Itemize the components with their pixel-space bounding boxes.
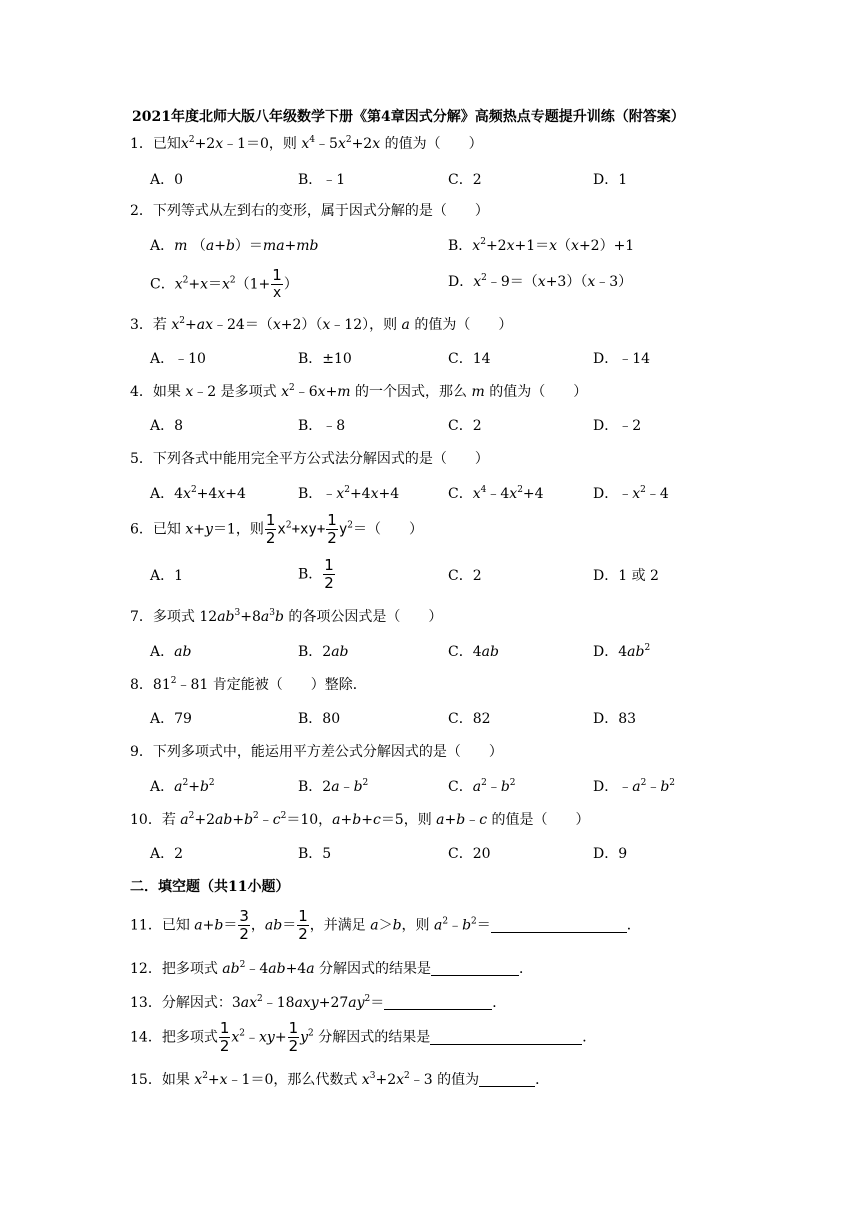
option-c[interactable]: C．4ab [448,644,499,660]
question-7-options [0,642,860,662]
fraction: $\frac{1}{2}$ [265,511,276,547]
option-b[interactable]: B．80 [298,711,341,727]
option-d[interactable]: D．$﹣a^2﹣b^2$ [593,778,676,795]
fraction: $\frac{1}{2}$ [219,1019,230,1055]
option-d[interactable]: D．$﹣x^2﹣4$ [593,485,669,502]
question-13: 13．分解因式：$3ax^2﹣18axy+27ay^2=$ ． [130,994,507,1011]
question-2-options-row1 [0,236,860,256]
question-3-options [0,349,860,369]
question-5-options [0,484,860,504]
page-title: 2021年度北师大版八年级数学下册《第4章因式分解》高频热点专题提升训练（附答案） [132,109,685,125]
question-10: 10．若 $a^2+2ab+b^2﹣c^2=10$，a+b+c＝5，则 a+b﹣c 的值是（ ） [130,811,590,828]
answer-blank[interactable] [431,961,519,976]
answer-blank[interactable] [491,918,627,933]
option-c[interactable]: C．2 [448,172,482,188]
question-10-options [0,844,860,864]
fraction: $\frac{3}{2}$ [239,907,249,943]
question-7: 7．多项式 $12ab^3+8a^3b$ 的各项公因式是（ ） [130,608,443,625]
question-6-options [0,558,860,598]
fraction: $\frac{1}{x}$ [272,266,282,301]
question-4-options [0,416,860,436]
option-a[interactable]: A．m （a+b）＝ma+mb [150,238,319,254]
question-2-options-row2 [0,268,860,302]
option-d[interactable]: D．1 [593,172,628,188]
question-12: 12．把多项式 $ab^2﹣4ab+4a$ 分解因式的结果是 ． [130,960,534,977]
section-heading: 二．填空题（共11小题） [130,879,290,895]
question-5: 5．下列各式中能用完全平方公式法分解因式的是（ ） [130,451,489,467]
option-d[interactable]: D．1 或 2 [593,568,659,584]
option-b[interactable]: B．5 [298,846,332,862]
option-a[interactable]: A．2 [150,846,184,862]
question-1: 1．已知$x^2+2x﹣1=0$，则 $x^4﹣5x^2+2x$ 的值为（ ） [130,135,483,152]
option-a[interactable]: A．$4x^2+4x+4$ [150,485,246,502]
option-a[interactable]: A．ab [150,644,192,660]
question-9: 9．下列多项式中，能运用平方差公式分解因式的是（ ） [130,744,503,760]
question-3: 3．若 $x^2+ax﹣24=(x+2)(x﹣12)$，则 a 的值为（ ） [130,316,513,333]
option-a[interactable]: A．8 [150,418,184,434]
question-8: 8．$81^2﹣81$ 肯定能被（ ）整除． [130,676,367,693]
question-2: 2．下列等式从左到右的变形，属于因式分解的是（ ） [130,203,489,219]
option-b[interactable]: B． $\frac{1}{2}$ [298,556,334,592]
option-c[interactable]: C．$x^4﹣4x^2+4$ [448,485,544,502]
answer-blank[interactable] [479,1072,535,1087]
question-14: 14．把多项式 $\frac{1}{2}$ $x^2﹣xy+$ $\frac{1}{2}$ $y^2$ 分解因式的结果是 ． [130,1019,597,1055]
option-c[interactable]: C．20 [448,846,491,862]
answer-blank[interactable] [430,1030,582,1045]
option-b[interactable]: B．$2a﹣b^2$ [298,778,369,795]
option-d[interactable]: D．﹣14 [593,351,651,367]
option-b[interactable]: B．$﹣x^2+4x+4$ [298,485,400,502]
fraction: $\frac{1}{2}$ [288,1019,299,1055]
option-d[interactable]: D．$4ab^2$ [593,643,651,660]
option-d[interactable]: D．$x^2﹣9=(x+3)(x﹣3)$ [448,273,633,290]
question-11: 11．已知 a+b＝ $\frac{3}{2}$ ，ab＝ $\frac{1}{2}$ ，并满足 a＞b，则 $a^2﹣b^2=$ ． [130,907,641,943]
question-6: 6．已知 x+y＝1，则 $\frac{1}{2}$ $x^2+xy+$ $\frac{1}{2}$ $y^2=$（ ） [130,511,424,547]
fraction: $\frac{1}{2}$ [298,907,308,943]
fraction: $\frac{1}{2}$ [324,556,334,592]
option-d[interactable]: D．83 [593,711,637,727]
option-a[interactable]: A．1 [150,568,184,584]
fraction: $\frac{1}{2}$ [327,511,337,547]
option-c[interactable]: C．82 [448,711,491,727]
answer-blank[interactable] [384,995,492,1010]
option-b[interactable]: B．﹣1 [298,172,346,188]
question-4: 4．如果 x﹣2 是多项式 $x^2﹣6x+m$ 的一个因式，那么 m 的值为（ ） [130,383,588,400]
option-c[interactable]: C．14 [448,351,491,367]
option-d[interactable]: D．9 [593,846,628,862]
question-9-options [0,777,860,797]
option-c[interactable]: C．$a^2﹣b^2$ [448,778,516,795]
option-a[interactable]: A．0 [150,172,184,188]
option-d[interactable]: D．﹣2 [593,418,642,434]
option-b[interactable]: B．$x^2+2x+1=x(x+2)+1$ [448,237,635,254]
question-1-options [0,170,860,190]
option-a[interactable]: A．﹣10 [150,351,206,367]
option-b[interactable]: B．2ab [298,644,349,660]
option-a[interactable]: A．79 [150,711,192,727]
option-c[interactable]: C．$x^2+x=x^2(1+$ $\frac{1}{x}$ ） [150,266,298,301]
question-8-options [0,709,860,729]
option-c[interactable]: C．2 [448,568,482,584]
option-b[interactable]: B．﹣8 [298,418,346,434]
option-a[interactable]: A．$a^2+b^2$ [150,778,215,795]
option-c[interactable]: C．2 [448,418,482,434]
option-b[interactable]: B．±10 [298,351,352,367]
question-15: 15．如果 $x^2+x﹣1=0$，那么代数式 $x^3+2x^2﹣3$ 的值为 ． [130,1071,550,1088]
